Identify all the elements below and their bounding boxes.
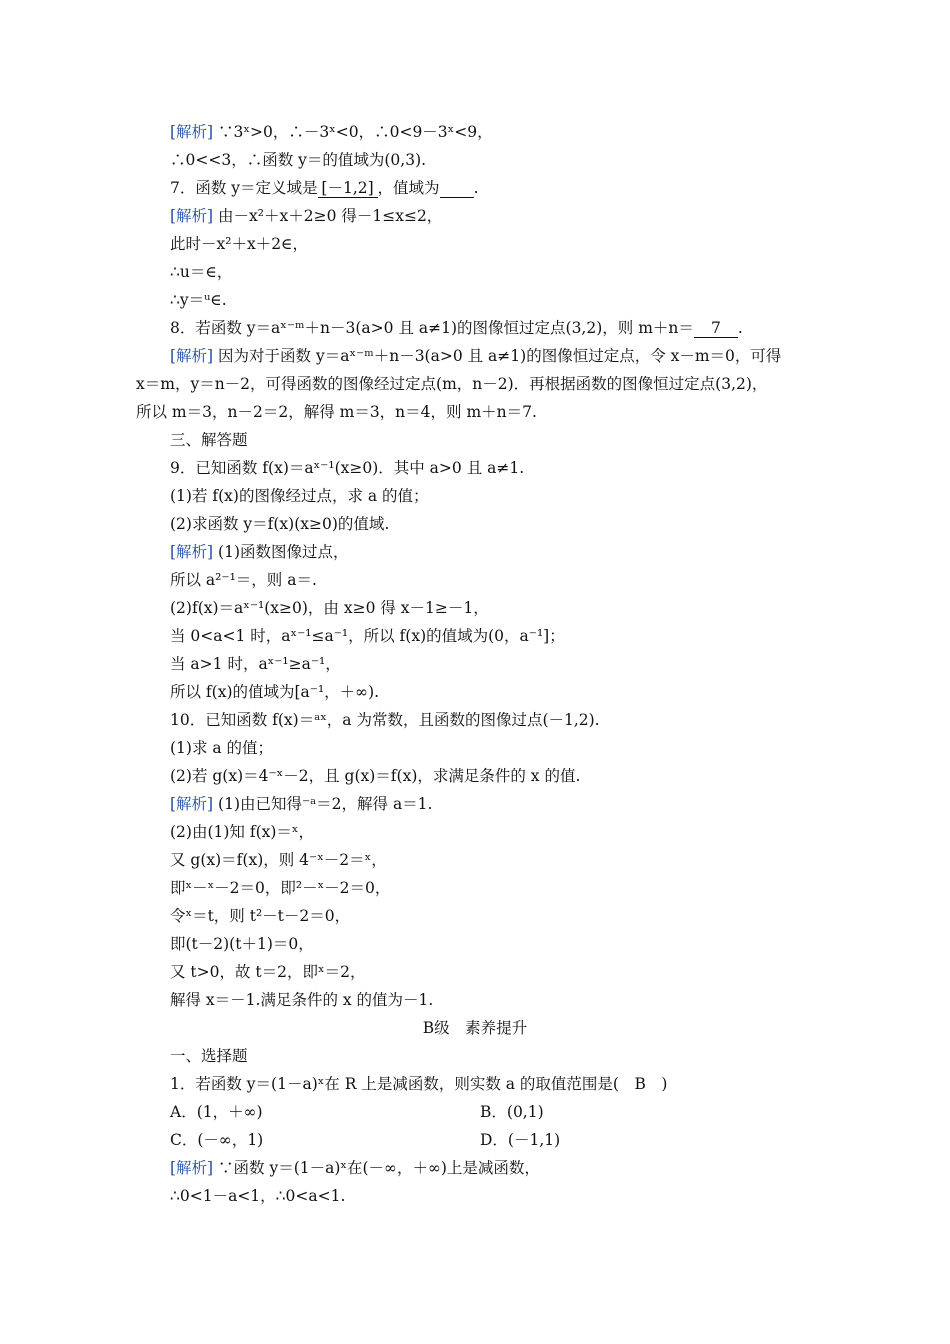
line-tail: ，值域为: [377, 179, 440, 197]
analysis-tag: [解析]: [170, 347, 214, 365]
analysis-tag: [解析]: [170, 1159, 214, 1177]
line-text: ∵3ˣ>0，∴－3ˣ<0，∴0<9－3ˣ<9，: [213, 123, 493, 141]
text-line: (1)若 f(x)的图像经过点，求 a 的值；: [170, 487, 429, 505]
text-line: ∴0<<3，∴函数 y＝的值域为(0,3).: [170, 151, 427, 169]
text-line: 即(t－2)(t＋1)＝0，: [170, 935, 314, 953]
text-line: x＝m，y＝n－2，可得函数的图像经过定点(m，n－2)．再根据函数的图像恒过定点(3,2)，: [136, 375, 768, 393]
text-line: 所以 m＝3，n－2＝2，解得 m＝3，n＝4，则 m＋n＝7.: [136, 403, 537, 421]
line-text: 因为对于函数 y＝aˣ⁻ᵐ＋n－3(a>0 且 a≠1)的图像恒过定点，令 x－m＝0，可得: [213, 347, 782, 365]
answer-blank: 7: [694, 319, 738, 338]
empty-blank: [440, 179, 474, 198]
text-line: 当 0<a<1 时，aˣ⁻¹≤a⁻¹，所以 f(x)的值域为(0，a⁻¹]；: [170, 627, 565, 645]
line-text: 由－x²＋x＋2≥0 得－1≤x≤2，: [213, 207, 443, 225]
text-line: 所以 a²⁻¹＝，则 a＝.: [170, 571, 317, 589]
section-heading: 三、解答题: [170, 431, 248, 449]
option-b: B．(0,1): [480, 1103, 544, 1121]
analysis-tag: [解析]: [170, 795, 214, 813]
solution-line: [170, 540, 349, 564]
text-line: 即ˣ－ˣ－2＝0，即²－ˣ－2＝0，: [170, 879, 391, 897]
line-text: 7．函数 y＝定义域是: [170, 179, 318, 197]
text-line: ∴y＝ᵘ∈.: [170, 291, 227, 309]
level-heading: B级 素养提升: [422, 1019, 528, 1037]
line-end: .: [473, 179, 479, 197]
question-10: 10．已知函数 f(x)＝ᵃˣ，a 为常数，且函数的图像过点(－1,2).: [170, 711, 600, 729]
text-line: (2)由(1)知 f(x)＝ˣ，: [170, 823, 314, 841]
text-line: ∴0<1－a<1，∴0<a<1.: [170, 1187, 346, 1205]
question-9: 9．已知函数 f(x)＝aˣ⁻¹(x≥0)．其中 a>0 且 a≠1.: [170, 459, 525, 477]
solution-line: [170, 204, 442, 228]
text-line: 解得 x＝－1.满足条件的 x 的值为－1.: [170, 991, 434, 1009]
analysis-tag: [解析]: [170, 123, 214, 141]
answer-blank: [－1,2]: [318, 179, 378, 198]
text-line: 令ˣ＝t，则 t²－t－2＝0，: [170, 907, 351, 925]
text-line: 当 a>1 时，aˣ⁻¹≥a⁻¹，: [170, 655, 341, 673]
option-c: C．(－∞，1): [170, 1131, 264, 1149]
question-1: 1．若函数 y＝(1－a)ˣ在 R 上是减函数，则实数 a 的取值范围是( B ): [170, 1075, 668, 1093]
text-line: (2)若 g(x)＝4⁻ˣ－2，且 g(x)＝f(x)，求满足条件的 x 的值.: [170, 767, 581, 785]
line-text: (1)函数图像过点，: [213, 543, 349, 561]
text-line: (2)求函数 y＝f(x)(x≥0)的值域.: [170, 515, 390, 533]
analysis-tag: [解析]: [170, 543, 214, 561]
question-8: [170, 316, 743, 340]
line-text: (1)由已知得⁻ᵃ＝2，解得 a＝1.: [213, 795, 433, 813]
text-line: 又 g(x)＝f(x)，则 4⁻ˣ－2＝ˣ，: [170, 851, 387, 869]
line-text: 8．若函数 y＝aˣ⁻ᵐ＋n－3(a>0 且 a≠1)的图像恒过定点(3,2)，则 m＋n＝: [170, 319, 694, 337]
option-a: A．(1，＋∞): [170, 1103, 263, 1121]
question-7: [170, 176, 479, 200]
text-line: (2)f(x)＝aˣ⁻¹(x≥0)，由 x≥0 得 x－1≥－1，: [170, 599, 489, 617]
section-heading: 一、选择题: [170, 1047, 248, 1065]
text-line: 此时－x²＋x＋2∈，: [170, 235, 309, 253]
line-end: .: [737, 319, 743, 337]
text-line: ∴u＝∈，: [170, 263, 233, 281]
solution-line: [170, 120, 493, 144]
text-line: 所以 f(x)的值域为[a⁻¹，＋∞).: [170, 683, 380, 701]
analysis-tag: [解析]: [170, 207, 214, 225]
solution-line: [170, 1156, 540, 1180]
text-line: 又 t>0，故 t＝2，即ˣ＝2，: [170, 963, 366, 981]
solution-line: [170, 792, 432, 816]
text-line: (1)求 a 的值；: [170, 739, 274, 757]
option-d: D．(－1,1): [480, 1131, 561, 1149]
solution-line: [170, 344, 781, 368]
line-text: ∵函数 y＝(1－a)ˣ在(－∞，＋∞)上是减函数，: [213, 1159, 540, 1177]
